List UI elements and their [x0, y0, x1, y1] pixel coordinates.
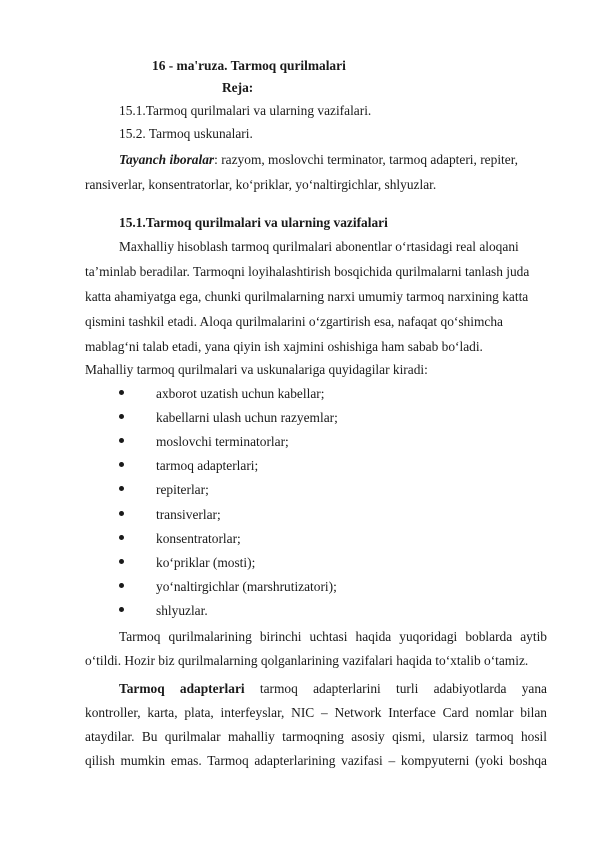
para1-line-3: katta ahamiyatga ega, chunki qurilmalarning narxi umumiy tarmoq narxining katta [85, 289, 529, 304]
bullet-icon [119, 386, 127, 394]
para3-line-3: ataydilar. Bu qurilmalar mahalliy tarmoqning asosiy qismi, ularsiz tarmoq hosil [85, 729, 547, 744]
bullet-icon [119, 579, 127, 587]
keywords-text-1: razyom, moslovchi terminator, tarmoq adapteri, repiter, [217, 152, 518, 167]
keywords-label: Tayanch iboralar [119, 152, 215, 167]
bullet-icon [119, 531, 127, 539]
bullet-icon [119, 458, 127, 466]
para1-line-4: qismini tashkil etadi. Aloqa qurilmalarini o‘zgartirish esa, nafaqat qo‘shimcha [85, 314, 503, 329]
page-title: 16 - ma'ruza. Tarmoq qurilmalari [152, 58, 346, 73]
para2-line-1: Tarmoq qurilmalarining birinchi uchtasi haqida yuqoridagi boblarda aytib [119, 629, 547, 644]
para3-line-1-rest: tarmoq adapterlarini turli adabiyotlarda yana [244, 681, 547, 696]
plan-item-2: 15.2. Tarmoq uskunalari. [119, 126, 253, 141]
list-item: kabellarni ulash uchun razyemlar; [156, 410, 338, 425]
para1-line-5: mablag‘ni talab etadi, yana qiyin ish xajmini oshishiga ham sabab bo‘ladi. [85, 339, 483, 354]
para1-line-1: Maxhalliy hisoblash tarmoq qurilmalari abonentlar o‘rtasidagi real aloqani [119, 239, 519, 254]
keywords-line-1 [119, 152, 518, 168]
para3-line-1 [119, 681, 547, 697]
bullet-icon [119, 603, 127, 611]
bullet-icon [119, 434, 127, 442]
bullet-icon [119, 482, 127, 490]
list-item: repiterlar; [156, 482, 209, 497]
list-item: axborot uzatish uchun kabellar; [156, 386, 325, 401]
para3-line-4: qilish mumkin emas. Tarmoq adapterlarining vazifasi – kompyuterni (yoki boshqa [85, 753, 547, 768]
list-item: transiverlar; [156, 507, 221, 522]
para2-line-2: o‘tildi. Hozir biz qurilmalarning qolganlarining vazifalari haqida to‘xtalib o‘tamiz. [85, 653, 529, 668]
list-item: tarmoq adapterlari; [156, 458, 259, 473]
list-item: yo‘naltirgichlar (marshrutizatori); [156, 579, 337, 594]
reja-label: Reja: [222, 80, 254, 95]
bullet-icon [119, 410, 127, 418]
bullet-icon [119, 507, 127, 515]
keywords-colon: : [214, 152, 218, 167]
para3-line-2: kontroller, karta, plata, interfeyslar, NIC – Network Interface Card nomlar bilan [85, 705, 547, 720]
adapters-term: Tarmoq adapterlari [119, 681, 245, 696]
keywords-line-2: ransiverlar, konsentratorlar, ko‘priklar, yo‘naltirgichlar, shlyuzlar. [85, 177, 437, 192]
list-item: konsentratorlar; [156, 531, 241, 546]
list-item: moslovchi terminatorlar; [156, 434, 289, 449]
list-item: ko‘priklar (mosti); [156, 555, 256, 570]
para1-line-2: ta’minlab beradilar. Tarmoqni loyihalashtirish bosqichida qurilmalarni tanlash juda [85, 264, 530, 279]
plan-item-1: 15.1.Tarmoq qurilmalari va ularning vazifalari. [119, 103, 372, 118]
list-item: shlyuzlar. [156, 603, 208, 618]
bullet-icon [119, 555, 127, 563]
section-heading: 15.1.Tarmoq qurilmalari va ularning vazifalari [119, 215, 388, 230]
list-intro: Mahalliy tarmoq qurilmalari va uskunalariga quyidagilar kiradi: [85, 362, 428, 377]
